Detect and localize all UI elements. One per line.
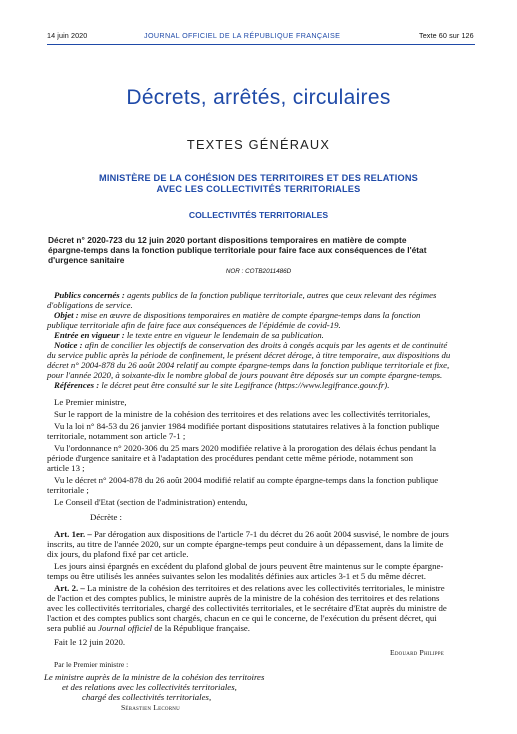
article-2-l5: sera publié au Journal officiel de la République française. bbox=[47, 623, 251, 633]
decree-title-line-1: Décret n° 2020-723 du 12 juin 2020 portant dispositions temporaires en matière de compte bbox=[48, 235, 407, 245]
article-1-label: Art. 1er. – bbox=[54, 529, 92, 539]
body-vu-ordonnance: Vu l'ordonnance n° 2020-306 du 25 mars 2020 modifiée relative à la prorogation des délais échus pendant la bbox=[54, 443, 436, 453]
minister-title-l2: et des relations avec les collectivités territoriales, bbox=[62, 682, 237, 692]
body-conseil: Le Conseil d'Etat (section de l'administration) entendu, bbox=[54, 497, 248, 507]
article-1b-l2: temps ou être utilisés les années suivantes selon les modalités définies aux articles 3-1 et 5 du même décret. bbox=[47, 571, 426, 581]
notice-object-cont: publique territoriale afin de faire face aux conséquences de l'épidémie de covid-19. bbox=[47, 320, 341, 330]
article-2: Art. 2. – La ministre de la cohésion des territoires et des relations avec les collectivités territoriales, le ministre bbox=[54, 583, 445, 593]
notice-entry: Entrée en vigueur : le texte entre en vigueur le lendemain de sa publication. bbox=[54, 330, 324, 340]
article-2-l2: de l'action et des comptes publics, le ministre auprès de la ministre de la cohésion des territoires et des relations bbox=[47, 593, 440, 603]
label-concerned: Publics concernés : bbox=[54, 290, 125, 300]
body-pm: Le Premier ministre, bbox=[54, 397, 127, 407]
journal-officiel-italic: Journal officiel bbox=[98, 623, 153, 633]
article-1: Art. 1er. – Par dérogation aux dispositions de l'article 7-1 du décret du 26 août 2004 susvisé, le nombre de jours bbox=[54, 529, 449, 539]
body-vu-loi-cont: territoriale, notamment son article 7-1 ; bbox=[47, 431, 186, 441]
ministry-line-2: AVEC LES COLLECTIVITÉS TERRITORIALES bbox=[156, 184, 361, 194]
header-date: 14 juin 2020 bbox=[47, 31, 88, 40]
decree-title-line-2: épargne-temps dans la fonction publique territoriale pour faire face aux conséquences de l'état bbox=[48, 245, 427, 255]
minister-title-l1: Le ministre auprès de la ministre de la cohésion des territoires bbox=[44, 672, 265, 682]
article-1-l2: inscrits, au titre de l'année 2020, sur un compte épargne-temps peut conduire à un dépassement, dans la limite de bbox=[47, 539, 444, 549]
notice-text-l2: du service public après la période de confinement, le présent décret déroge, à titre temporaire, aux dispositions du bbox=[47, 350, 451, 360]
header-rule bbox=[47, 44, 475, 45]
label-object: Objet : bbox=[54, 310, 79, 320]
notice-concerned: Publics concernés : agents publics de la fonction publique territoriale, autres que ceux relevant des régimes bbox=[54, 290, 437, 300]
label-notice: Notice : bbox=[54, 340, 83, 350]
signature-pm: Edouard Philippe bbox=[390, 648, 444, 657]
body-report: Sur le rapport de la ministre de la cohésion des territoires et des relations avec les collectivités territoriales, bbox=[54, 409, 431, 419]
label-entry: Entrée en vigueur : bbox=[54, 330, 125, 340]
body-vu-decret-cont: territoriale ; bbox=[47, 485, 89, 495]
body-vu-loi: Vu la loi n° 84-53 du 26 janvier 1984 modifiée portant dispositions statutaires relatives à la fonction publique bbox=[54, 421, 440, 431]
notice-concerned-cont: d'obligations de service. bbox=[47, 300, 133, 310]
header-text-number: Texte 60 sur 126 bbox=[419, 31, 474, 40]
header-journal: JOURNAL OFFICIEL DE LA RÉPUBLIQUE FRANÇAISE bbox=[144, 31, 341, 40]
notice-text: Notice : afin de concilier les objectifs de conservation des droits à congés acquis par les agents et de continuité bbox=[54, 340, 448, 350]
notice-references: Références : le décret peut être consulté sur le site Legifrance (https://www.legifrance.gouv.fr). bbox=[54, 380, 390, 390]
article-1-l3: dix jours, du plafond fixé par cet article. bbox=[47, 549, 189, 559]
nor-reference: NOR : COTB2011486D bbox=[225, 268, 292, 275]
minister-title-l3: chargé des collectivités territoriales, bbox=[82, 692, 212, 702]
notice-text-l3: décret n° 2004-878 du 26 août 2004 relatif au compte épargne-temps dans la fonction publique territoriale et fixe, bbox=[47, 360, 450, 370]
signature-minister: Sébastien Lecornu bbox=[121, 703, 180, 712]
notice-object: Objet : mise en œuvre de dispositions temporaires en matière de compte épargne-temps dans la fonction bbox=[54, 310, 421, 320]
label-references: Références : bbox=[54, 380, 100, 390]
article-1b: Les jours ainsi épargnés en excédent du plafond global de jours peuvent être maintenus sur le compte épargne- bbox=[54, 561, 444, 571]
article-2-l3: avec les collectivités territoriales, chargé des collectivités territoriales, et le secrétaire d'Etat auprès du ministre de bbox=[47, 603, 447, 613]
decree-title-line-3: d'urgence sanitaire bbox=[48, 255, 125, 265]
body-decrete: Décrète : bbox=[90, 512, 122, 522]
ministry-line-1: MINISTÈRE DE LA COHÉSION DES TERRITOIRES ET DES RELATIONS bbox=[98, 173, 419, 183]
subsection-heading: COLLECTIVITÉS TERRITORIALES bbox=[188, 210, 329, 220]
done-date: Fait le 12 juin 2020. bbox=[54, 637, 126, 647]
body-vu-ordonnance-l2: période d'urgence sanitaire et à l'adaptation des procédures pendant cette même période, notamment son bbox=[47, 453, 413, 463]
article-2-l4: l'action et des comptes publics sont chargés, chacun en ce qui le concerne, de l'exécution du présent décret, qui bbox=[47, 613, 437, 623]
article-2-label: Art. 2. – bbox=[54, 583, 85, 593]
general-texts-heading: TEXTES GÉNÉRAUX bbox=[186, 137, 331, 152]
section-title: Décrets, arrêtés, circulaires bbox=[126, 86, 391, 109]
for-pm: Par le Premier ministre : bbox=[54, 660, 129, 669]
notice-text-l4: pour l'année 2020, à soixante-dix le nombre global de jours pouvant être déposés sur un compte épargne-temps. bbox=[47, 370, 443, 380]
body-vu-ordonnance-l3: article 13 ; bbox=[47, 463, 85, 473]
body-vu-decret: Vu le décret n° 2004-878 du 26 août 2004 modifié relatif au compte épargne-temps dans la fonction publique bbox=[54, 475, 439, 485]
